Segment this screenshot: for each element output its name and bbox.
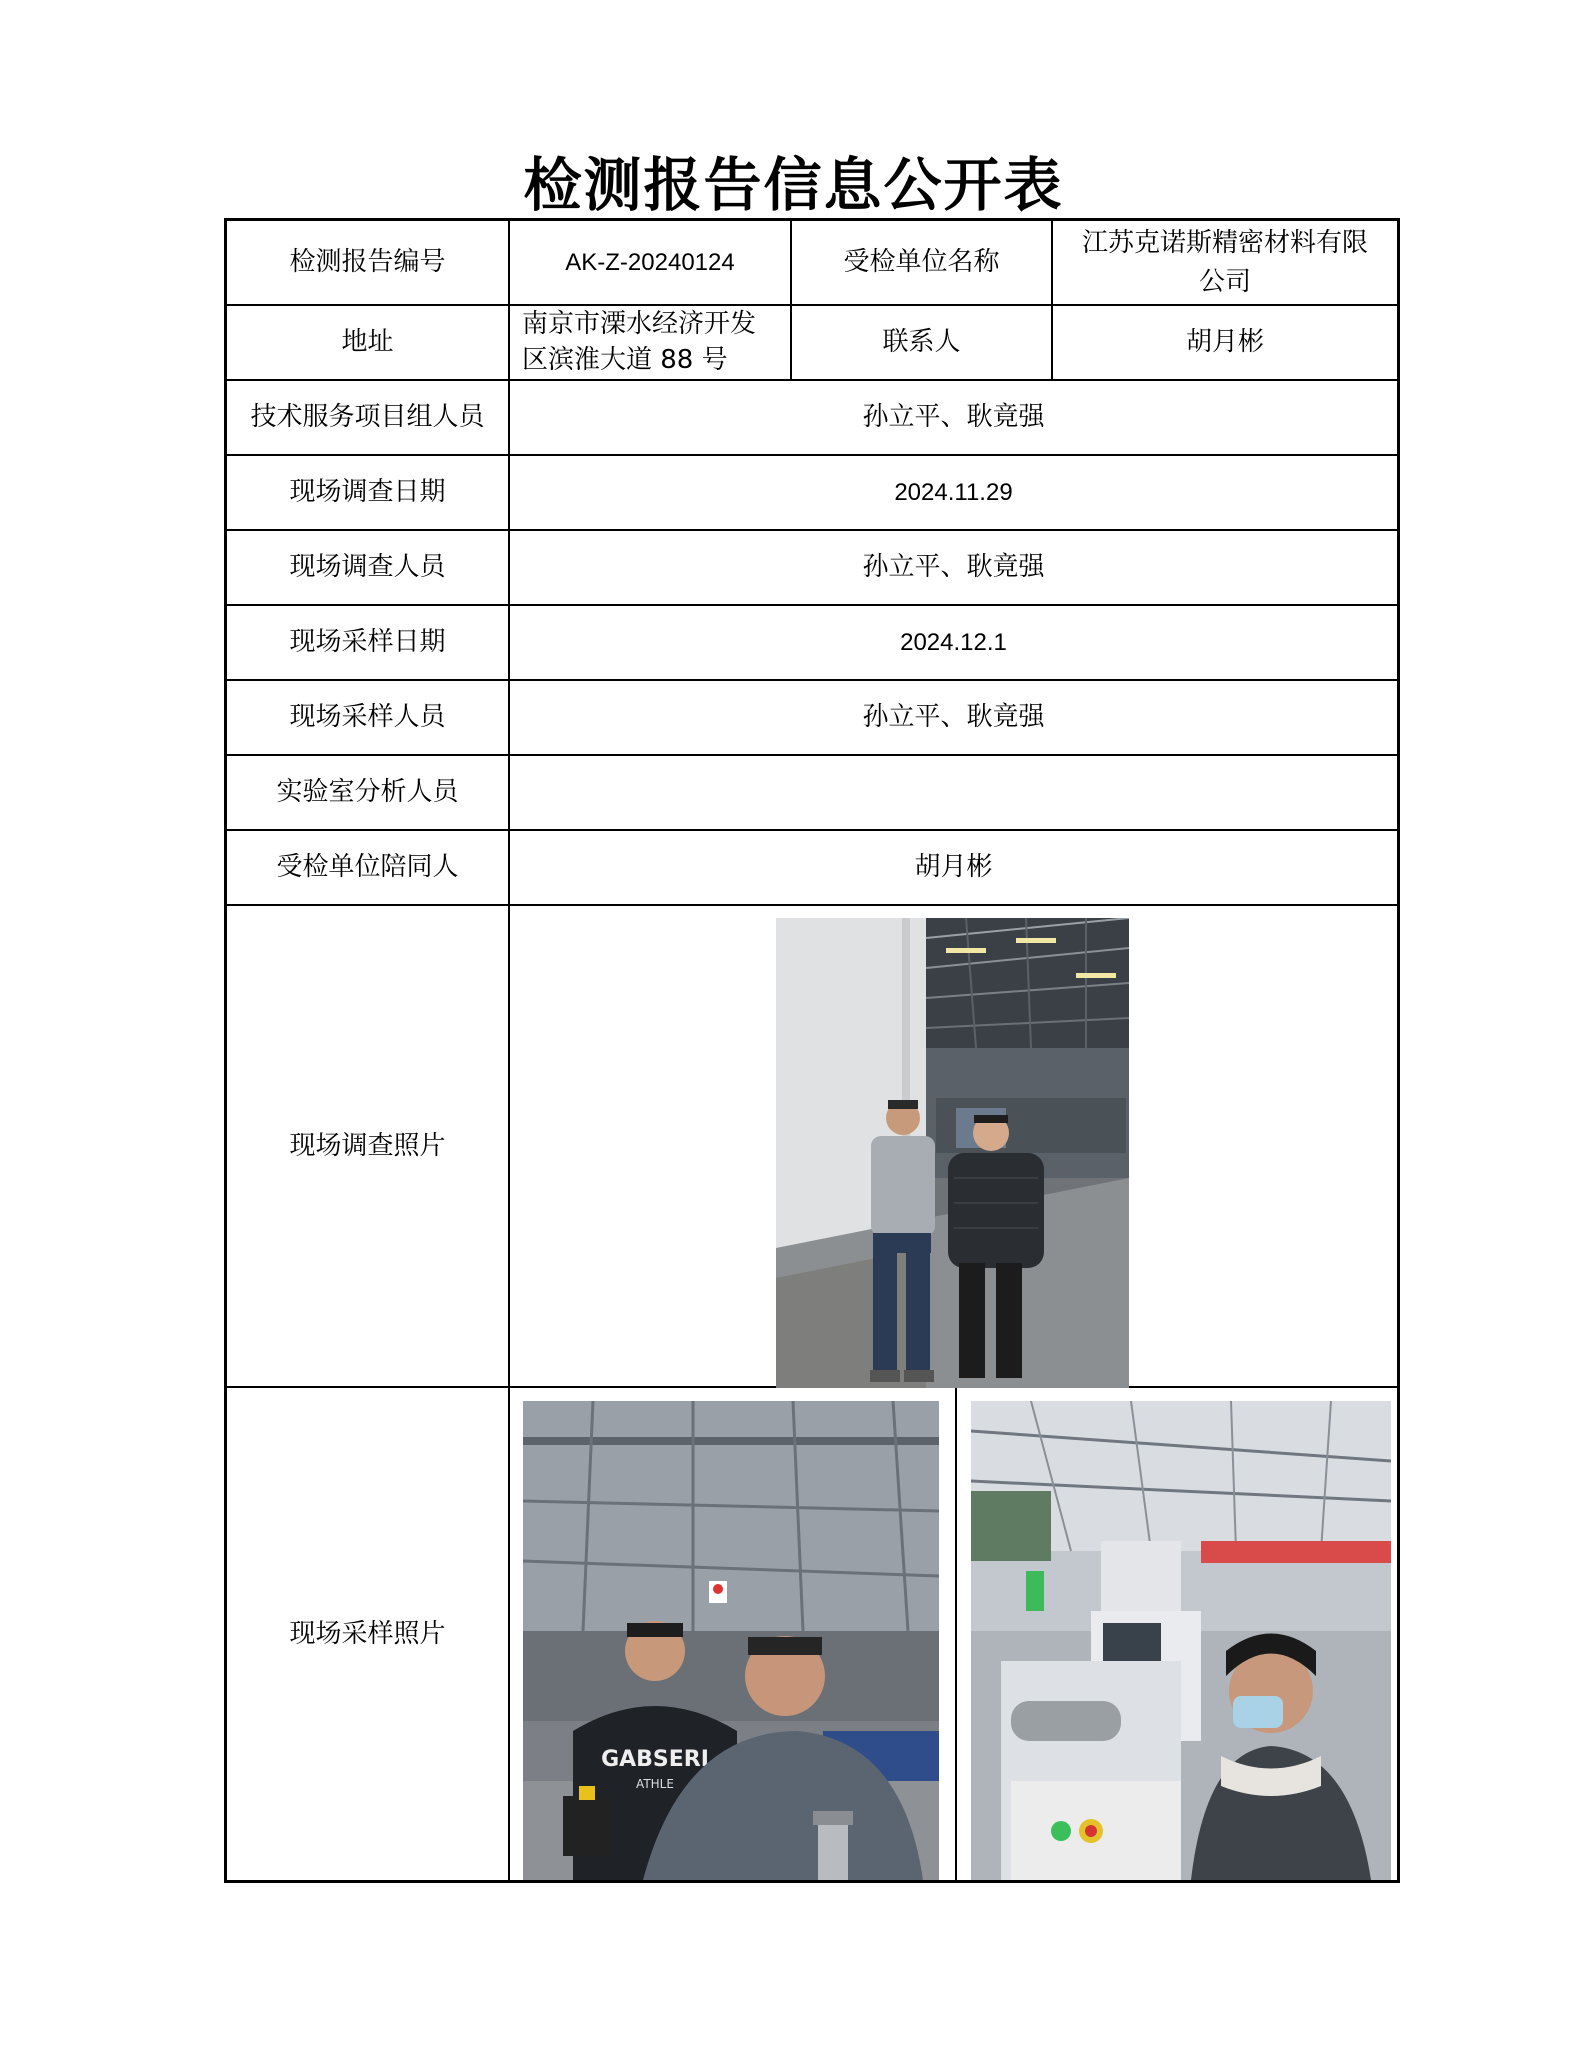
survey-photo-label: 现场调查照片 — [289, 1130, 446, 1161]
shirt-subtext: ATHLE — [636, 1777, 674, 1791]
survey-staff-label: 现场调查人员 — [289, 552, 446, 583]
survey-date-label: 现场调查日期 — [289, 477, 446, 508]
survey-photo — [776, 918, 1129, 1388]
lab-staff-label: 实验室分析人员 — [276, 777, 459, 808]
companion-label: 受检单位陪同人 — [276, 852, 459, 883]
lab-staff-value — [510, 756, 1397, 829]
info-table — [224, 218, 1400, 1883]
inspected-unit-label: 受检单位名称 — [843, 247, 1000, 278]
report-no-value: AK-Z-20240124 — [565, 248, 735, 276]
page-title: 检测报告信息公开表 — [523, 151, 1064, 219]
companion-value: 胡月彬 — [914, 852, 993, 883]
contact-value: 胡月彬 — [1185, 327, 1264, 358]
survey-staff-value: 孙立平、耿竟强 — [862, 552, 1045, 583]
shirt-text: GABSERI — [601, 1747, 709, 1772]
sampling-staff-value: 孙立平、耿竟强 — [862, 702, 1045, 733]
project-team-value: 孙立平、耿竟强 — [862, 402, 1045, 433]
inspected-unit-value: 江苏克诺斯精密材料有限公司 — [1081, 227, 1368, 297]
project-team-label: 技术服务项目组人员 — [250, 402, 485, 433]
address-label: 地址 — [341, 327, 394, 358]
sampling-date-label: 现场采样日期 — [289, 627, 446, 658]
sampling-photo-label: 现场采样照片 — [289, 1618, 446, 1649]
contact-label: 联系人 — [882, 327, 961, 358]
report-no-label: 检测报告编号 — [289, 247, 446, 278]
sampling-photo-1 — [523, 1401, 939, 1880]
survey-date-value: 2024.11.29 — [894, 478, 1013, 506]
address-value: 南京市溧水经济开发区滨淮大道 88 号 — [522, 309, 757, 375]
sampling-staff-label: 现场采样人员 — [289, 702, 446, 733]
sampling-date-value: 2024.12.1 — [900, 628, 1007, 656]
sampling-photo-2 — [971, 1401, 1391, 1880]
